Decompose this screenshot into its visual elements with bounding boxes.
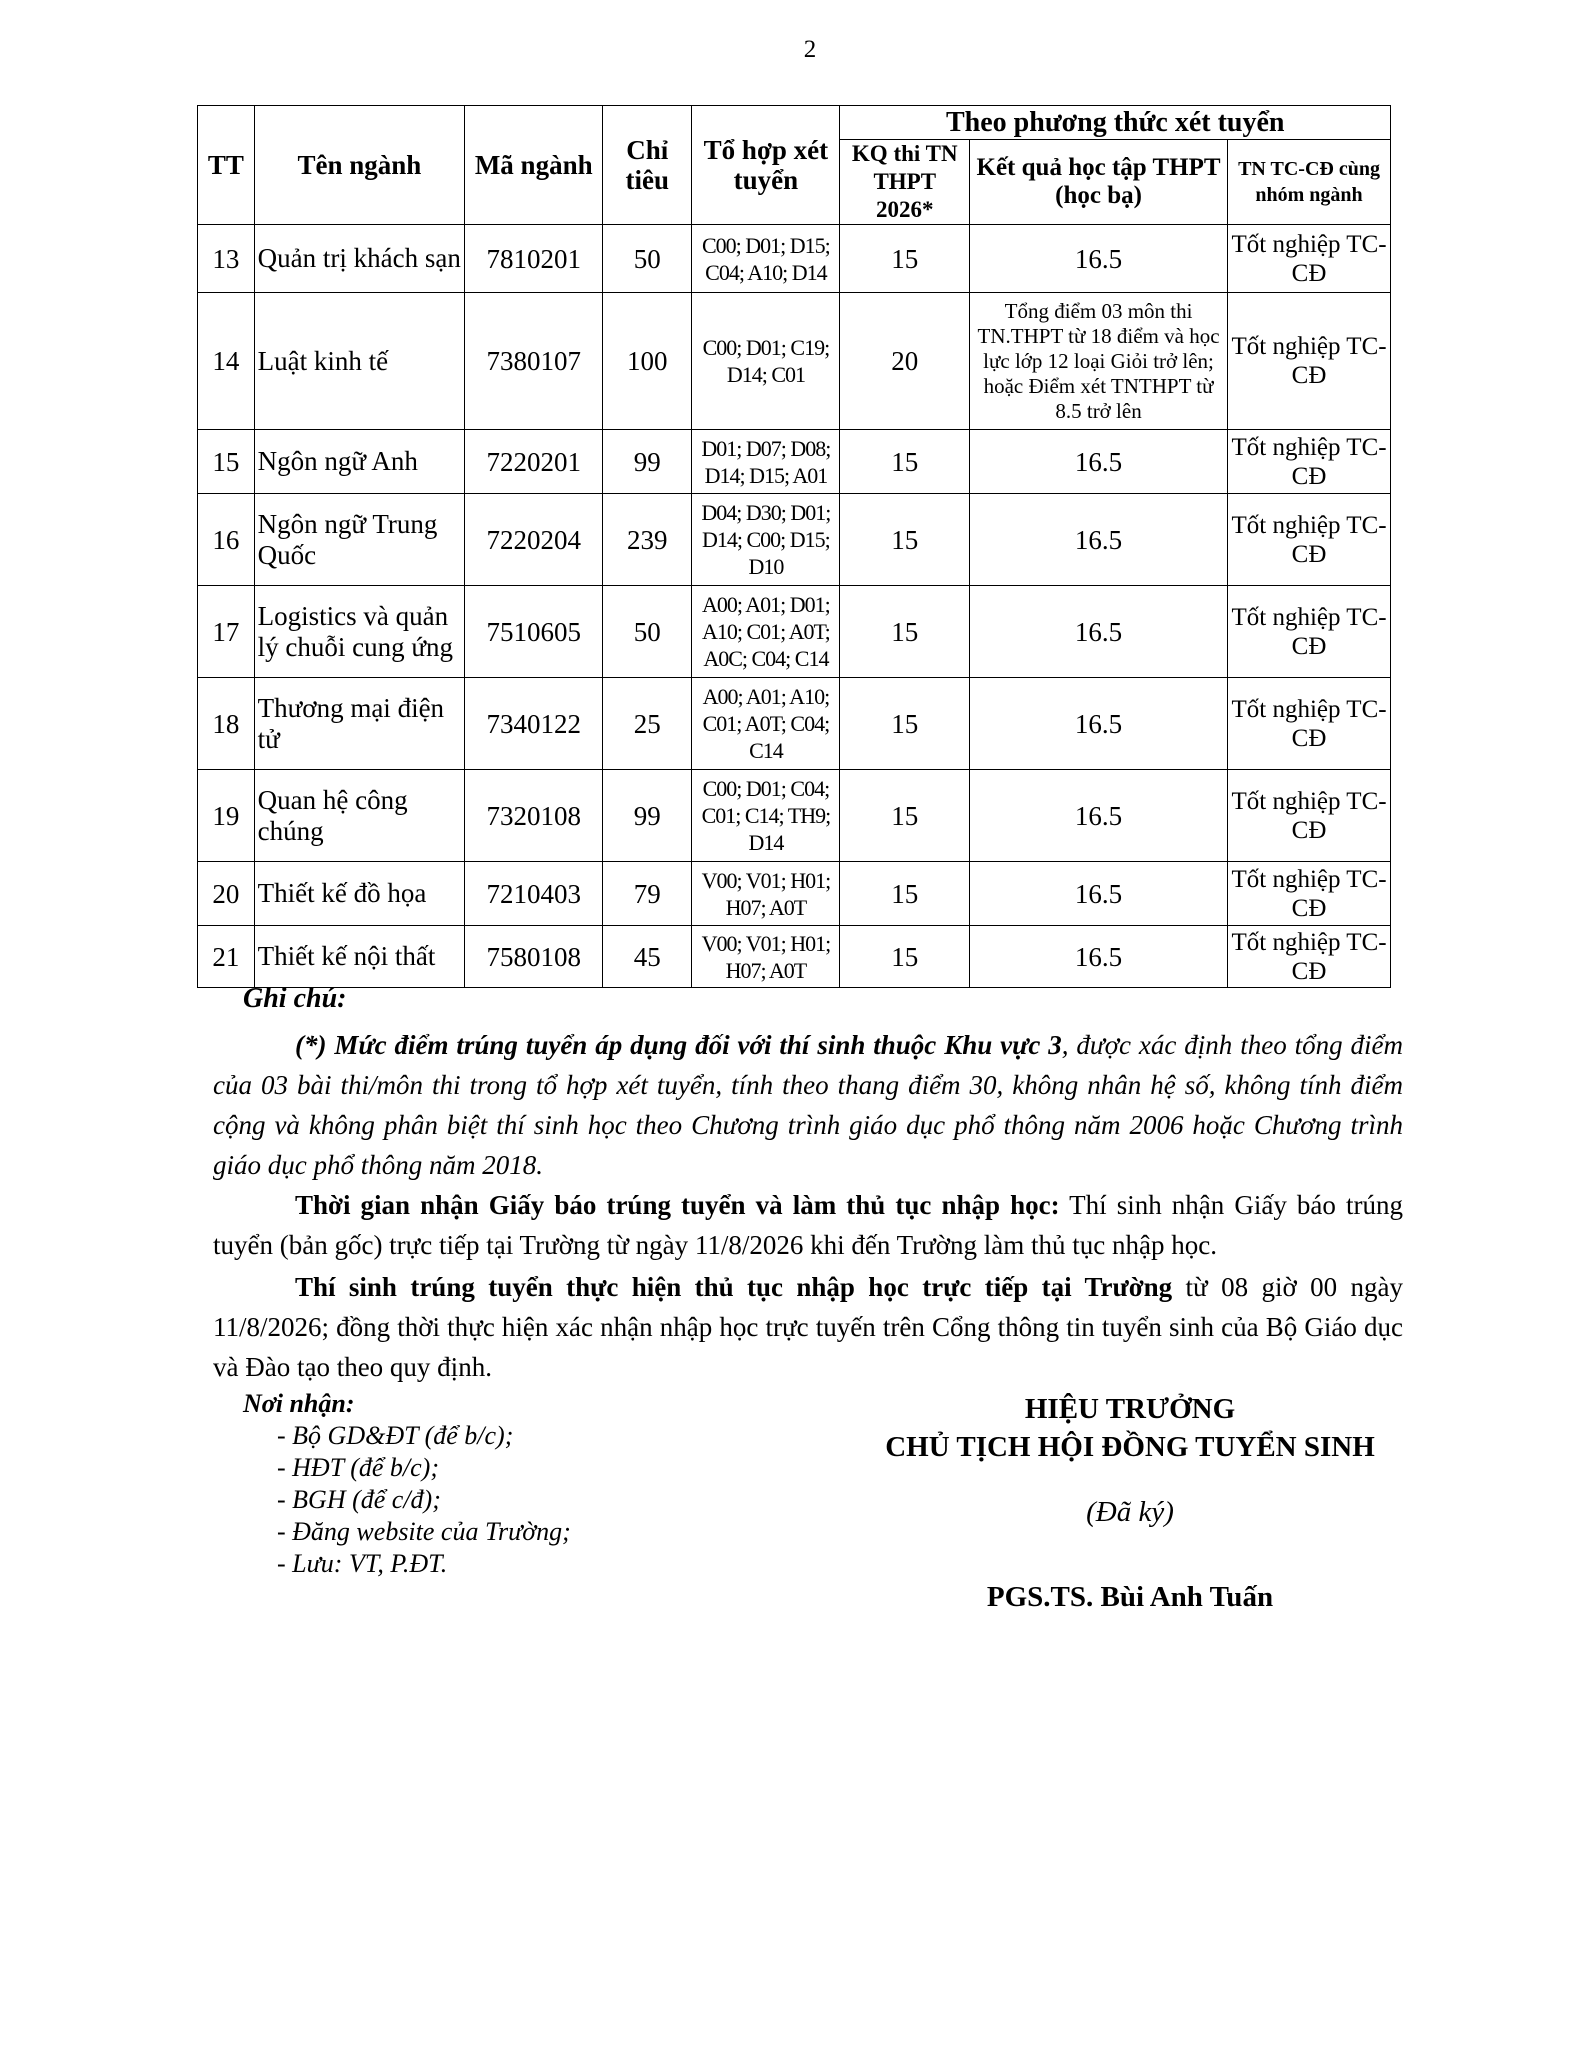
cell-name: Thiết kế nội thất	[254, 926, 464, 988]
signature-block	[860, 1390, 1400, 1614]
cell-tc: Tốt nghiệp TC-CĐ	[1228, 293, 1391, 430]
note-time-paragraph	[213, 1185, 1403, 1265]
cell-hocba: 16.5	[970, 430, 1228, 494]
cell-quota: 239	[603, 494, 692, 586]
cell-kq: 15	[840, 586, 970, 678]
table-body	[198, 225, 1391, 988]
table-row	[198, 862, 1391, 926]
note-time-rest: Thí sinh nhận Giấy báo trúng tuyển (bản gốc) trực tiếp tại Trường từ ngày 11/8/2026 khi đến Trường làm thủ tục nhập học.	[213, 1190, 1403, 1260]
header-name: Tên ngành	[254, 106, 464, 225]
cell-combo: A00; A01; D01; A10; C01; A0T; A0C; C04; C14	[692, 586, 840, 678]
table-row	[198, 770, 1391, 862]
cell-code: 7580108	[465, 926, 603, 988]
cell-kq: 20	[840, 293, 970, 430]
cell-combo: C00; D01; C04; C01; C14; TH9; D14	[692, 770, 840, 862]
cell-tc: Tốt nghiệp TC-CĐ	[1228, 770, 1391, 862]
cell-code: 7210403	[465, 862, 603, 926]
cell-hocba: 16.5	[970, 494, 1228, 586]
recipient-item: - BGH (để c/đ);	[277, 1485, 441, 1514]
cell-tt: 17	[198, 586, 255, 678]
cell-name: Quản trị khách sạn	[254, 225, 464, 293]
cell-tc: Tốt nghiệp TC-CĐ	[1228, 586, 1391, 678]
cell-tt: 13	[198, 225, 255, 293]
signature-title-council: CHỦ TỊCH HỘI ĐỒNG TUYỂN SINH	[885, 1431, 1375, 1463]
recipient-item: - Bộ GD&ĐT (để b/c);	[277, 1421, 514, 1450]
cell-combo: V00; V01; H01; H07; A0T	[692, 862, 840, 926]
cell-quota: 79	[603, 862, 692, 926]
cell-name: Logistics và quản lý chuỗi cung ứng	[254, 586, 464, 678]
cell-tt: 19	[198, 770, 255, 862]
table-row	[198, 494, 1391, 586]
admission-score-table	[197, 105, 1391, 988]
cell-hocba: 16.5	[970, 678, 1228, 770]
cell-code: 7220204	[465, 494, 603, 586]
signer-name: PGS.TS. Bùi Anh Tuấn	[986, 1581, 1274, 1613]
header-tt: TT	[198, 106, 255, 225]
header-kq: KQ thi TN THPT 2026*	[840, 140, 970, 225]
cell-tc: Tốt nghiệp TC-CĐ	[1228, 926, 1391, 988]
recipient-item: - Đăng website của Trường;	[277, 1517, 571, 1546]
cell-kq: 15	[840, 926, 970, 988]
cell-hocba: 16.5	[970, 862, 1228, 926]
table-row	[198, 430, 1391, 494]
signed-mark: (Đã ký)	[1086, 1496, 1174, 1528]
signature-title-principal: HIỆU TRƯỞNG	[1024, 1393, 1236, 1425]
note-star-bold: (*) Mức điểm trúng tuyển áp dụng đối với thí sinh thuộc Khu vực 3	[295, 1030, 1062, 1060]
note-procedure-rest: từ 08 giờ 00 ngày 11/8/2026; đồng thời thực hiện xác nhận nhập học trực tuyến trên Cổng thông tin tuyển sinh của Bộ Giáo dục và Đào tạo theo quy định.	[213, 1272, 1403, 1382]
cell-tt: 21	[198, 926, 255, 988]
cell-combo: D04; D30; D01; D14; C00; D15; D10	[692, 494, 840, 586]
cell-tt: 14	[198, 293, 255, 430]
cell-name: Ngôn ngữ Anh	[254, 430, 464, 494]
cell-name: Ngôn ngữ Trung Quốc	[254, 494, 464, 586]
header-quota: Chỉ tiêu	[603, 106, 692, 225]
table-row	[198, 678, 1391, 770]
cell-code: 7380107	[465, 293, 603, 430]
table-row	[198, 586, 1391, 678]
header-hocba: Kết quả học tập THPT (học bạ)	[970, 140, 1228, 225]
header-code: Mã ngành	[465, 106, 603, 225]
header-combo: Tổ hợp xét tuyển	[692, 106, 840, 225]
table-row	[198, 293, 1391, 430]
cell-quota: 99	[603, 430, 692, 494]
cell-name: Thương mại điện tử	[254, 678, 464, 770]
cell-hocba: Tổng điểm 03 môn thi TN.THPT từ 18 điểm và học lực lớp 12 loại Giỏi trở lên; hoặc Điểm xét TNTHPT từ 8.5 trở lên	[970, 293, 1228, 430]
cell-tc: Tốt nghiệp TC-CĐ	[1228, 225, 1391, 293]
cell-tc: Tốt nghiệp TC-CĐ	[1228, 862, 1391, 926]
cell-quota: 50	[603, 225, 692, 293]
cell-hocba: 16.5	[970, 225, 1228, 293]
note-procedure-bold: Thí sinh trúng tuyển thực hiện thủ tục nhập học trực tiếp tại Trường	[295, 1272, 1173, 1302]
cell-tc: Tốt nghiệp TC-CĐ	[1228, 430, 1391, 494]
recipients-title: Nơi nhận:	[243, 1389, 355, 1418]
note-procedure-paragraph	[213, 1267, 1403, 1387]
cell-quota: 45	[603, 926, 692, 988]
cell-kq: 15	[840, 770, 970, 862]
table-row	[198, 225, 1391, 293]
cell-tt: 15	[198, 430, 255, 494]
cell-name: Luật kinh tế	[254, 293, 464, 430]
cell-name: Quan hệ công chúng	[254, 770, 464, 862]
cell-code: 7320108	[465, 770, 603, 862]
cell-kq: 15	[840, 494, 970, 586]
cell-code: 7810201	[465, 225, 603, 293]
page-number: 2	[803, 36, 817, 63]
cell-combo: C00; D01; D15; C04; A10; D14	[692, 225, 840, 293]
cell-quota: 50	[603, 586, 692, 678]
note-star-rest: , được xác định theo tổng điểm của 03 bài thi/môn thi trong tổ hợp xét tuyển, tính theo thang điểm 30, không nhân hệ số, không tính điểm cộng và không phân biệt thí sinh học theo Chương trình giáo dục phổ thông năm 2006 hoặc Chương trình giáo dục phổ thông năm 2018.	[213, 1030, 1403, 1180]
cell-combo: A00; A01; A10; C01; A0T; C04; C14	[692, 678, 840, 770]
cell-hocba: 16.5	[970, 770, 1228, 862]
cell-quota: 25	[603, 678, 692, 770]
header-method-group: Theo phương thức xét tuyển	[840, 106, 1391, 140]
cell-kq: 15	[840, 678, 970, 770]
cell-quota: 99	[603, 770, 692, 862]
cell-code: 7220201	[465, 430, 603, 494]
cell-kq: 15	[840, 225, 970, 293]
cell-quota: 100	[603, 293, 692, 430]
table-row	[198, 926, 1391, 988]
recipients-block	[243, 1388, 571, 1580]
cell-kq: 15	[840, 430, 970, 494]
cell-combo: D01; D07; D08; D14; D15; A01	[692, 430, 840, 494]
note-time-bold: Thời gian nhận Giấy báo trúng tuyển và làm thủ tục nhập học:	[295, 1190, 1060, 1220]
cell-hocba: 16.5	[970, 926, 1228, 988]
cell-tc: Tốt nghiệp TC-CĐ	[1228, 494, 1391, 586]
cell-tc: Tốt nghiệp TC-CĐ	[1228, 678, 1391, 770]
recipient-item: - HĐT (để b/c);	[277, 1453, 439, 1482]
note-star-paragraph	[213, 1025, 1403, 1185]
cell-tt: 18	[198, 678, 255, 770]
cell-combo: V00; V01; H01; H07; A0T	[692, 926, 840, 988]
cell-name: Thiết kế đồ họa	[254, 862, 464, 926]
notes-heading: Ghi chú:	[243, 983, 347, 1014]
cell-combo: C00; D01; C19; D14; C01	[692, 293, 840, 430]
header-tc: TN TC-CĐ cùng nhóm ngành	[1228, 140, 1391, 225]
cell-code: 7340122	[465, 678, 603, 770]
cell-tt: 16	[198, 494, 255, 586]
cell-kq: 15	[840, 862, 970, 926]
cell-tt: 20	[198, 862, 255, 926]
recipient-item: - Lưu: VT, P.ĐT.	[277, 1549, 448, 1578]
cell-code: 7510605	[465, 586, 603, 678]
cell-hocba: 16.5	[970, 586, 1228, 678]
